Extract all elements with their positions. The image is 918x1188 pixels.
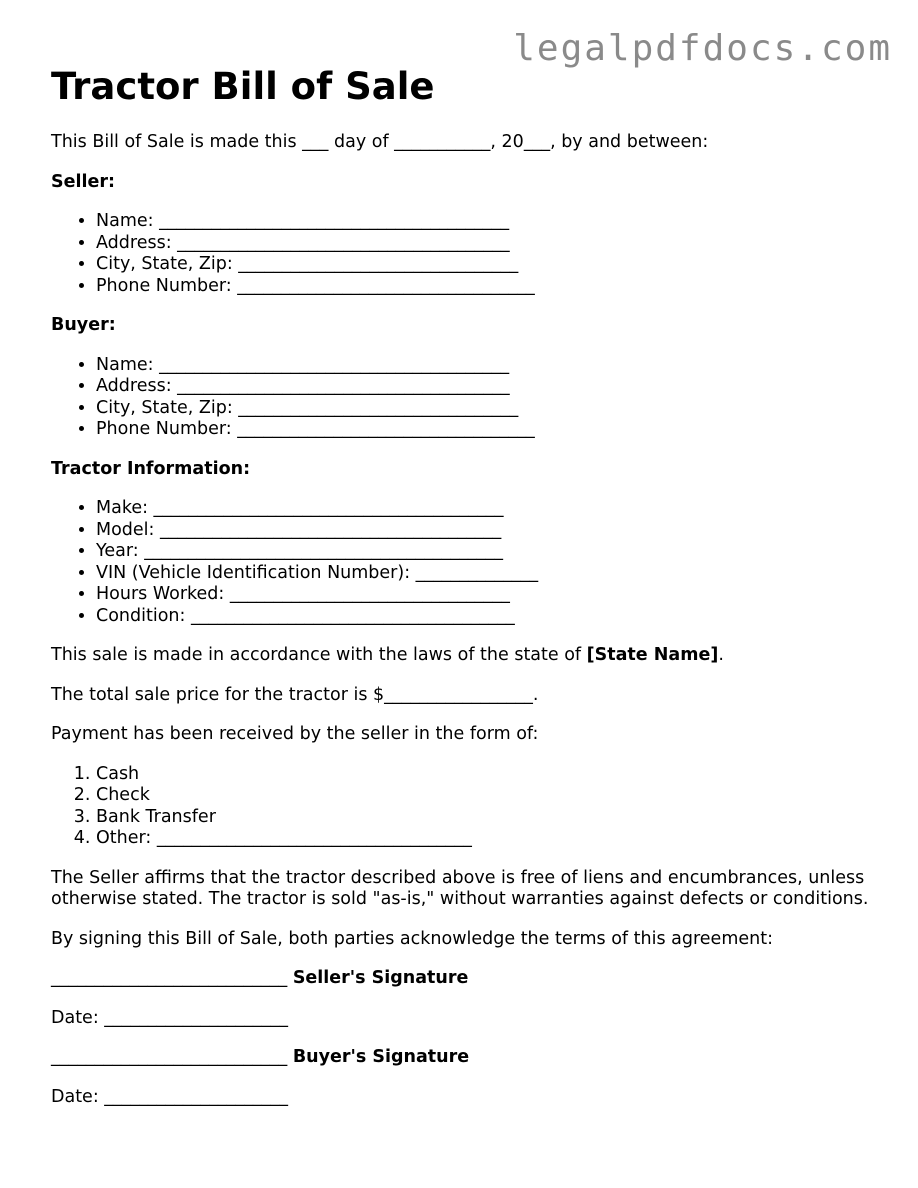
seller-phone-field: • Phone Number: __________________________________ bbox=[96, 276, 871, 298]
tractor-fields bbox=[51, 498, 871, 627]
payment-options bbox=[51, 764, 871, 850]
laws-text: This sale is made in accordance with the laws of the state of bbox=[51, 645, 587, 665]
seller-signature-label: Seller's Signature bbox=[292, 968, 469, 988]
seller-city-state-zip-field: • City, State, Zip: ________________________________ bbox=[96, 254, 871, 276]
document bbox=[51, 64, 871, 1108]
laws-statement bbox=[51, 645, 871, 667]
buyer-signature-blank: ___________________________ bbox=[51, 1047, 288, 1067]
tractor-hours-field: • Hours Worked: ________________________________ bbox=[96, 584, 871, 606]
buyer-address-field: • Address: ______________________________________ bbox=[96, 376, 871, 398]
sale-price-statement: The total sale price for the tractor is $_________________. bbox=[51, 684, 539, 705]
buyer-signature-line bbox=[51, 1047, 871, 1069]
tractor-vin-field: • VIN (Vehicle Identification Number): ______________ bbox=[96, 563, 871, 585]
seller-heading: Seller: bbox=[51, 171, 115, 192]
tractor-heading: Tractor Information: bbox=[51, 458, 251, 479]
seller-fields bbox=[51, 211, 871, 297]
buyer-fields bbox=[51, 355, 871, 441]
buyer-city-state-zip-field: • City, State, Zip: ________________________________ bbox=[96, 398, 871, 420]
laws-period: . bbox=[718, 645, 724, 665]
seller-signature-line bbox=[51, 968, 871, 990]
seller-date-line: Date: _____________________ bbox=[51, 1007, 289, 1028]
tractor-model-field: • Model: _______________________________________ bbox=[96, 520, 871, 542]
buyer-signature-label: Buyer's Signature bbox=[292, 1047, 470, 1067]
intro-text: This Bill of Sale is made this ___ day of ___________, 20___, by and between: bbox=[51, 132, 709, 152]
buyer-phone-field: • Phone Number: __________________________________ bbox=[96, 419, 871, 441]
page-title: Tractor Bill of Sale bbox=[51, 65, 435, 108]
seller-address-field: • Address: ______________________________________ bbox=[96, 233, 871, 255]
payment-intro: Payment has been received by the seller in the form of: bbox=[51, 724, 539, 744]
tractor-year-field: • Year: _________________________________________ bbox=[96, 541, 871, 563]
buyer-heading: Buyer: bbox=[51, 315, 116, 335]
watermark: legalpdfdocs.com bbox=[513, 28, 892, 69]
seller-name-field: • Name: ________________________________________ bbox=[96, 211, 871, 233]
acknowledgement-text: By signing this Bill of Sale, both parties acknowledge the terms of this agreement: bbox=[51, 928, 773, 949]
state-name-placeholder: [State Name] bbox=[586, 645, 719, 665]
buyer-name-field: • Name: ________________________________________ bbox=[96, 355, 871, 377]
payment-option-other: 4. Other: ____________________________________ bbox=[96, 828, 871, 850]
payment-option-check: 2. Check bbox=[96, 785, 871, 807]
seller-signature-blank: ___________________________ bbox=[51, 968, 288, 988]
tractor-make-field: • Make: ________________________________________ bbox=[96, 498, 871, 520]
payment-option-bank-transfer: 3. Bank Transfer bbox=[96, 807, 871, 829]
buyer-date-line: Date: _____________________ bbox=[51, 1086, 289, 1107]
seller-affirmation: The Seller affirms that the tractor described above is free of liens and encumbrances, unless otherwise stated. The tractor is sold "as-is," without warranties against defects or conditions. bbox=[51, 867, 869, 909]
payment-option-cash: 1. Cash bbox=[96, 764, 871, 786]
tractor-condition-field: • Condition: _____________________________________ bbox=[96, 606, 871, 628]
